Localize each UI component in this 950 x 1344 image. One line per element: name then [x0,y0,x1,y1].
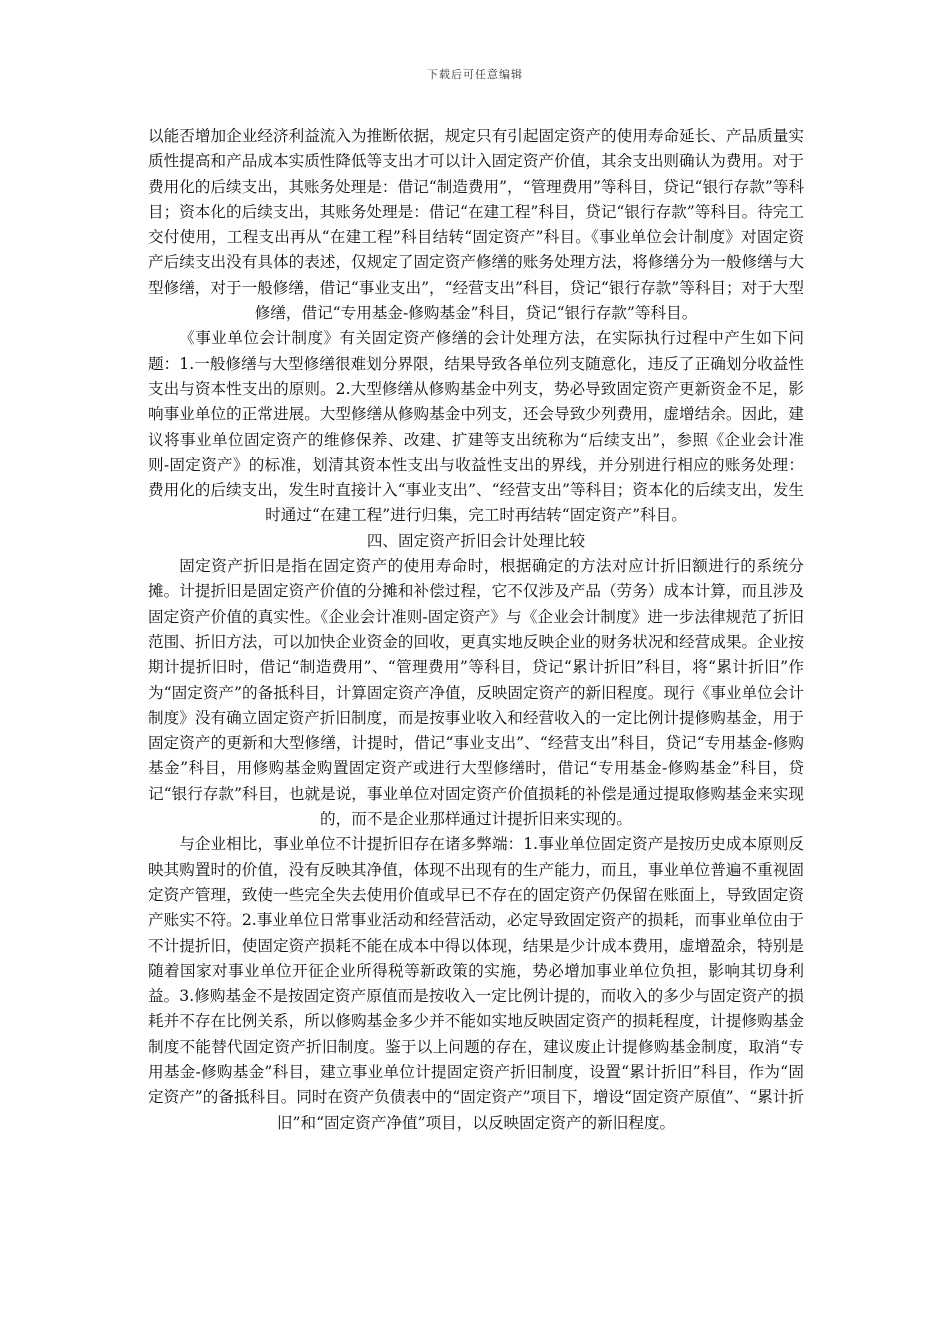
document-body [148,124,804,1136]
paragraph-depreciation-drawbacks: 与企业相比，事业单位不计提折旧存在诸多弊端：1.事业单位固定资产是按历史成本原则反映其购置时的价值，没有反映其净值，体现不出现有的生产能力，而且，事业单位普遍不重视固定资产管理，致使一些完全失去使用价值或早已不存在的固定资产仍保留在账面上，导致固定资产账实不符。2.事业单位日常事业活动和经营活动，必定导致固定资产的损耗，而事业单位由于不计提折旧，使固定资产损耗不能在成本中得以体现，结果是少计成本费用，虚增盈余，特别是随着国家对事业单位开征企业所得税等新政策的实施，势必增加事业单位负担，影响其切身利益。3.修购基金不是按固定资产原值而是按收入一定比例计提的，而收入的多少与固定资产的损耗并不存在比例关系，所以修购基金多少并不能如实地反映固定资产的损耗程度，计提修购基金制度不能替代固定资产折旧制度。鉴于以上问题的存在，建议废止计提修购基金制度，取消“专用基金-修购基金”科目，建立事业单位计提固定资产折旧制度，设置“累计折旧”科目，作为“固定资产”的备抵科目。同时在资产负债表中的“固定资产”项目下，增设“固定资产原值”、“累计折旧”和“固定资产净值”项目，以反映固定资产的新旧程度。 [148,835,804,1132]
paragraph-depreciation-definition: 固定资产折旧是指在固定资产的使用寿命时，根据确定的方法对应计折旧额进行的系统分摊。计提折旧是固定资产价值的分摊和补偿过程，它不仅涉及产品（劳务）成本计算，而且涉及固定资产价值的真实性。《企业会计准则-固定资产》与《企业会计制度》进一步法律规范了折旧范围、折旧方法，可以加快企业资金的回收，更真实地反映企业的财务状况和经营成果。企业按期计提折旧时，借记“制造费用”、“管理费用”等科目，贷记“累计折旧”科目，将“累计折旧”作为“固定资产”的备抵科目，计算固定资产净值，反映固定资产的新旧程度。现行《事业单位会计制度》没有确立固定资产折旧制度，而是按事业收入和经营收入的一定比例计提修购基金，用于固定资产的更新和大型修缮，计提时，借记“事业支出”、“经营支出”科目，贷记“专用基金-修购基金”科目，用修购基金购置固定资产或进行大型修缮时，借记“专用基金-修购基金”科目，贷记“银行存款”科目，也就是说，事业单位对固定资产价值损耗的补偿是通过提取修购基金来实现的，而不是企业那样通过计提折旧来实现的。 [148,557,804,829]
page-header-note: 下载后可任意编辑 [427,68,523,81]
section-title-depreciation: 四、固定资产折旧会计处理比较 [366,531,586,550]
paragraph-repair-issues: 《事业单位会计制度》有关固定资产修缮的会计处理方法，在实际执行过程中产生如下问题：1.一般修缮与大型修缮很难划分界限，结果导致各单位列支随意化，违反了正确划分收益性支出与资本性支出的原则。2.大型修缮从修购基金中列支，势必导致固定资产更新资金不足，影响事业单位的正常进展。大型修缮从修购基金中列支，还会导致少列费用，虚增结余。因此，建议将事业单位固定资产的维修保养、改建、扩建等支出统称为“后续支出”，参照《企业会计准则-固定资产》的标准，划清其资本性支出与收益性支出的界线，并分别进行相应的账务处理：费用化的后续支出，发生时直接计入“事业支出”、“经营支出”等科目；资本化的后续支出，发生时通过“在建工程”进行归集，完工时再结转“固定资产”科目。 [148,329,804,525]
paragraph-subsequent-expenditure: 以能否增加企业经济利益流入为推断依据，规定只有引起固定资产的使用寿命延长、产品质量实质性提高和产品成本实质性降低等支出才可以计入固定资产价值，其余支出则确认为费用。对于费用化的后续支出，其账务处理是：借记“制造费用”，“管理费用”等科目，贷记“银行存款”等科目；资本化的后续支出，其账务处理是：借记“在建工程”科目，贷记“银行存款”等科目。待完工交付使用，工程支出再从“在建工程”科目结转“固定资产”科目。《事业单位会计制度》对固定资产后续支出没有具体的表述，仅规定了固定资产修缮的账务处理方法，将修缮分为一般修缮与大型修缮，对于一般修缮，借记“事业支出”，“经营支出”科目，贷记“银行存款”等科目；对于大型修缮，借记“专用基金-修购基金”科目，贷记“银行存款”等科目。 [148,127,804,323]
